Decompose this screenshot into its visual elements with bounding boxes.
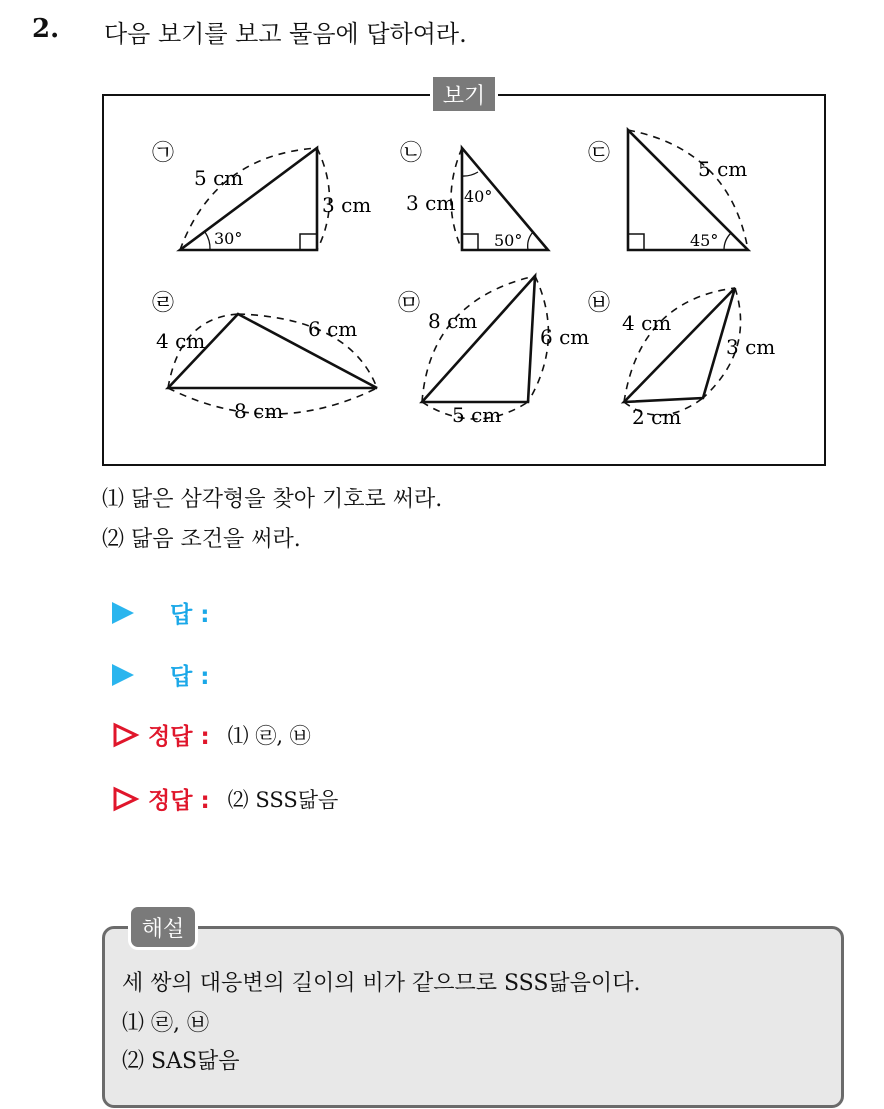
triangle-b-label: 3 cm [406, 191, 456, 215]
triangle-c [588, 130, 748, 250]
triangle-a-angle: 30° [214, 229, 243, 248]
triangle-f-marker: ㉥ [588, 291, 611, 316]
correct-answer-row-2 [112, 782, 338, 815]
explanation-box [102, 926, 844, 1108]
triangle-a [152, 141, 371, 250]
triangle-d-label: 6 cm [308, 317, 358, 341]
triangle-a-marker: ㉠ [152, 141, 175, 166]
triangle-b [400, 141, 548, 250]
triangle-f [588, 288, 775, 429]
explanation-line: ⑴ ㉣, ㉥ [122, 1011, 209, 1036]
answer-label: 답 : [170, 602, 210, 628]
bogi-label: 보기 [430, 74, 498, 114]
outline-play-icon [112, 722, 140, 748]
triangle-b-marker: ㉡ [400, 141, 423, 166]
triangles-figure [102, 94, 826, 466]
explanation-label: 해설 [128, 904, 198, 950]
triangle-e [398, 276, 589, 427]
triangle-a-label: 3 cm [322, 193, 372, 217]
question-number: 2. [32, 14, 60, 44]
triangle-d-marker: ㉣ [152, 291, 175, 316]
triangle-d [152, 291, 377, 423]
triangle-c-angle: 45° [690, 231, 719, 250]
explanation-line: ⑵ SAS닮음 [122, 1049, 240, 1074]
explanation-line: 세 쌍의 대응변의 길이의 비가 같으므로 SSS닮음이다. [122, 971, 641, 996]
correct-answer-label: 정답 : [148, 724, 210, 750]
triangle-f-label: 3 cm [726, 335, 776, 359]
correct-answer-value: ⑴ ㉣, ㉥ [227, 723, 311, 748]
triangle-b-angle: 50° [494, 231, 523, 250]
answer-row-2 [112, 658, 209, 691]
answer-label: 답 : [170, 664, 210, 690]
correct-answer-label: 정답 : [148, 788, 210, 814]
correct-answer-value: ⑵ SSS닮음 [227, 787, 339, 812]
triangle-e-label: 8 cm [428, 309, 478, 333]
triangle-b-angle: 40° [464, 187, 493, 206]
outline-play-icon [112, 786, 140, 812]
triangle-c-marker: ㉢ [588, 141, 611, 166]
question-text: 다음 보기를 보고 물음에 답하여라. [104, 20, 467, 48]
triangle-d-label: 8 cm [234, 399, 284, 423]
play-icon [112, 602, 134, 624]
answer-row-1 [112, 596, 209, 629]
play-icon [112, 664, 134, 686]
triangle-e-marker: ㉤ [398, 291, 421, 316]
correct-answer-row-1 [112, 718, 311, 751]
triangle-a-label: 5 cm [194, 166, 244, 190]
triangle-e-label: 5 cm [452, 403, 502, 427]
triangle-f-label: 4 cm [622, 311, 672, 335]
triangle-f-label: 2 cm [632, 405, 682, 429]
triangle-d-label: 4 cm [156, 329, 206, 353]
triangle-e-label: 6 cm [540, 325, 590, 349]
subquestion-2: ⑵ 닮음 조건을 써라. [102, 527, 301, 552]
subquestion-1: ⑴ 닮은 삼각형을 찾아 기호로 써라. [102, 487, 443, 512]
triangle-c-label: 5 cm [698, 157, 748, 181]
